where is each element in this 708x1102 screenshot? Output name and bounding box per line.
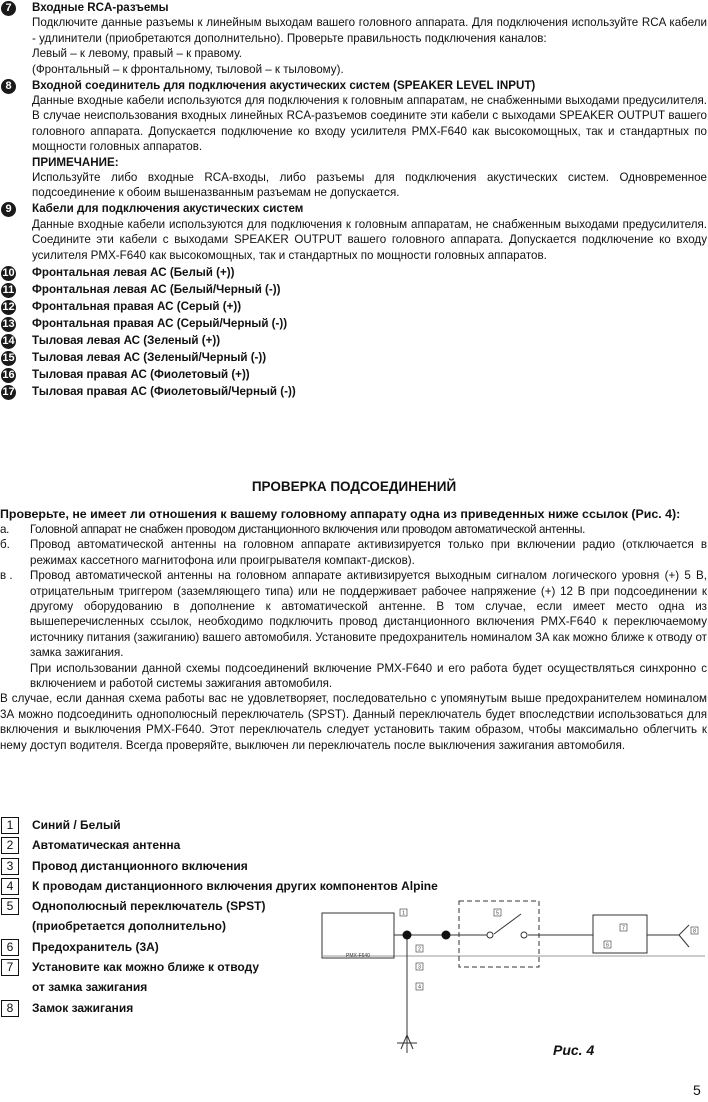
wire-label: Тыловая левая АС (Зеленый (+)) <box>32 333 221 347</box>
legend-number: 1 <box>1 817 19 834</box>
diagram-tag-label: 8 <box>693 928 696 935</box>
section-title: Входные RCA-разъемы <box>32 1 169 14</box>
wire-label: Фронтальная правая АС (Серый/Черный (-)) <box>32 316 288 330</box>
junction-dot <box>442 931 451 940</box>
wire-label: Тыловая правая АС (Фиолетовый/Черный (-)) <box>32 384 296 398</box>
list-item <box>0 265 707 280</box>
option-a <box>0 522 707 537</box>
legend-label: Провод дистанционного включения <box>32 858 248 873</box>
option-text: Провод автоматической антенны на головном аппарате активизируется только при включении радио (отключается в режимах кассетного магнитофона или проигрывателя компакт-дисков). <box>30 538 707 567</box>
wire-label: Тыловая левая АС (Зеленый/Черный (-)) <box>32 350 267 364</box>
section-text: Данные входные кабели используются для подключения к головным аппаратам, не снабженными выходами предусилителя. В случае неиспользования входных линейных RCA-разъемов соедините эти кабели с выходами SPEAKER OUTPUT вашего головного аппарата. Допускается подключение ко входу усилителя PMX-F640 как высокомощных, так и стандартных по мощности головных аппаратов. <box>32 93 707 154</box>
list-item <box>0 384 707 399</box>
list-item <box>0 350 707 365</box>
number-marker: 14 <box>2 334 15 347</box>
diagram-tag-label: 6 <box>606 942 609 949</box>
number-marker: 7 <box>1 1 16 16</box>
legend-label: Предохранитель (3А) <box>32 939 159 954</box>
list-item <box>0 367 707 382</box>
junction-dot <box>403 931 412 940</box>
legend-number: 8 <box>1 1000 19 1017</box>
section-7 <box>0 0 707 77</box>
section-title: Входной соединитель для подключения акустических систем (SPEAKER LEVEL INPUT) <box>32 78 536 92</box>
wire-label: Тыловая правая АС (Фиолетовый (+)) <box>32 367 250 381</box>
section-8 <box>0 78 707 201</box>
legend-label: от замка зажигания <box>32 980 148 995</box>
legend-label: Синий / Белый <box>32 818 121 832</box>
amplifier-box <box>322 913 394 958</box>
legend-number: 4 <box>1 878 19 895</box>
section-heading: ПРОВЕРКА ПОДСОЕДИНЕНИЙ <box>251 479 457 494</box>
diagram-tag-label: 4 <box>418 984 421 991</box>
section-title: Кабели для подключения акустических систем <box>32 202 304 216</box>
wire <box>679 935 689 947</box>
diagram-tag-label: 7 <box>622 925 625 932</box>
section-text: Подключите данные разъемы к линейным выходам вашего головного аппарата. Для подключения используйте RCA кабели - удлинители (приобретаются дополнительно). Проверьте правильность подключения каналов: <box>32 16 707 45</box>
switch-contact <box>521 932 527 938</box>
option-letter: в . <box>0 569 13 583</box>
legend-label: Установите как можно ближе к отводу <box>32 960 260 975</box>
list-item <box>0 333 707 348</box>
list-item <box>0 299 707 314</box>
legend-item <box>0 835 438 855</box>
wiring-diagram <box>315 885 707 1065</box>
wire <box>407 1035 413 1049</box>
option-text-extra: При использовании данной схемы подсоединений включение PMX-F640 и его работа будет осуществляться синхронно с включением и работой системы зажигания автомобиля. <box>30 661 707 691</box>
legend-item <box>0 815 438 835</box>
legend-label: (приобретается дополнительно) <box>32 919 226 934</box>
page-number: 5 <box>693 1082 701 1098</box>
section-9 <box>0 201 707 263</box>
list-item <box>0 282 707 297</box>
figure-caption: Рис. 4 <box>553 1042 595 1058</box>
wire <box>679 925 689 935</box>
switch-lever <box>494 914 521 934</box>
fuse-box <box>593 915 647 953</box>
check-paragraph: В случае, если данная схема работы вас не удовлетворяет, последовательно с упомянутым выше предохранителем номиналом 3А можно подсоединить однополюсный переключатель (SPST). Данный переключатель будет впоследствии использоваться для включения и выключения PMX-F640. Этот переключатель следует установить таким образом, чтобы максимально облегчить к нему доступ водителя. Всегда проверяйте, выключен ли переключатель после выключения зажигания автомобиля. <box>0 692 707 752</box>
legend-label: К проводам дистанционного включения других компонентов Alpine <box>32 878 438 893</box>
check-lead: Проверьте, не имеет ли отношения к вашему головному аппарату одна из приведенных ниже ссылок (Рис. 4): <box>0 507 681 521</box>
speaker-wire-list <box>0 265 707 399</box>
note-text: Используйте либо входные RCA-входы, либо разъемы для подключения акустических систем. Одновременное подсоединение к обоим вышеназванным разъемам не допускается. <box>32 170 707 200</box>
diagram-tag-label: 2 <box>418 946 421 953</box>
legend-number: 3 <box>1 858 19 875</box>
section-text: Левый – к левому, правый – к правому. <box>32 47 243 61</box>
option-text: Головной аппарат не снабжен проводом дистанционного включения или проводом автоматической антенны. <box>30 523 586 536</box>
number-marker: 9 <box>1 202 16 217</box>
number-marker: 15 <box>2 351 15 364</box>
list-item <box>0 316 707 331</box>
wire-label: Фронтальная левая АС (Белый/Черный (-)) <box>32 282 281 296</box>
legend-label: Автоматическая антенна <box>32 838 181 853</box>
number-marker: 10 <box>2 266 15 279</box>
number-marker: 8 <box>1 79 16 94</box>
wire <box>401 1035 407 1049</box>
option-b <box>0 537 707 568</box>
connector-sections <box>0 0 707 399</box>
option-letter: а. <box>0 523 9 536</box>
section-text: Данные входные кабели используются для подключения к головным аппаратам, не снабженным выходами предусилителя. Соедините эти кабели с выходами SPEAKER OUTPUT вашего головного аппарата. Допускается подключение ко входу усилителя PMX-F640 как высокомощных, так и стандартных по мощности головных аппаратов. <box>32 217 707 262</box>
number-marker: 12 <box>2 300 15 313</box>
diagram-tag-label: 5 <box>496 910 499 917</box>
diagram-tag-label: 3 <box>418 964 421 971</box>
legend-label: Замок зажигания <box>32 1000 134 1015</box>
number-marker: 17 <box>2 385 15 398</box>
legend-number: 5 <box>1 898 19 915</box>
legend-number: 6 <box>1 939 19 956</box>
option-text: Провод автоматической антенны на головном аппарате активизируется выходным сигналом логического уровня (+) 5 В, отрицательным триггером (заземляющего типа) или не поддерживает рабочее напряжение (+) 12 В при подсоединении к другому оборудованию в дополнение к автоматической антенне. В том случае, если имеет место одна из вышеперечисленных ссылок, необходимо подключить провод дистанционного включения PMX-F640 к переключаемому источнику питания (зажиганию) вашего автомобиля. Установите предохранитель номиналом 3А как можно ближе к отводу от замка зажигания. <box>30 569 707 660</box>
wire-label: Фронтальная правая АС (Серый (+)) <box>32 299 242 313</box>
legend-number: 2 <box>1 837 19 854</box>
check-section <box>0 506 707 753</box>
note-label: ПРИМЕЧАНИЕ: <box>32 155 119 169</box>
number-marker: 11 <box>2 283 15 296</box>
section-text: (Фронтальный – к фронтальному, тыловой – к тыловому). <box>32 62 344 76</box>
switch-contact <box>487 932 493 938</box>
legend-number: 7 <box>1 959 19 976</box>
wire-label: Фронтальная левая АС (Белый (+)) <box>32 265 235 279</box>
option-c <box>0 568 707 691</box>
amplifier-label: PMX-F640 <box>346 953 370 959</box>
option-letter: б. <box>0 538 10 552</box>
diagram-tag-label: 1 <box>402 910 405 917</box>
legend-label: Однополюсный переключатель (SPST) <box>32 899 266 914</box>
number-marker: 16 <box>2 368 15 381</box>
legend-item <box>0 856 438 876</box>
number-marker: 13 <box>2 317 15 330</box>
